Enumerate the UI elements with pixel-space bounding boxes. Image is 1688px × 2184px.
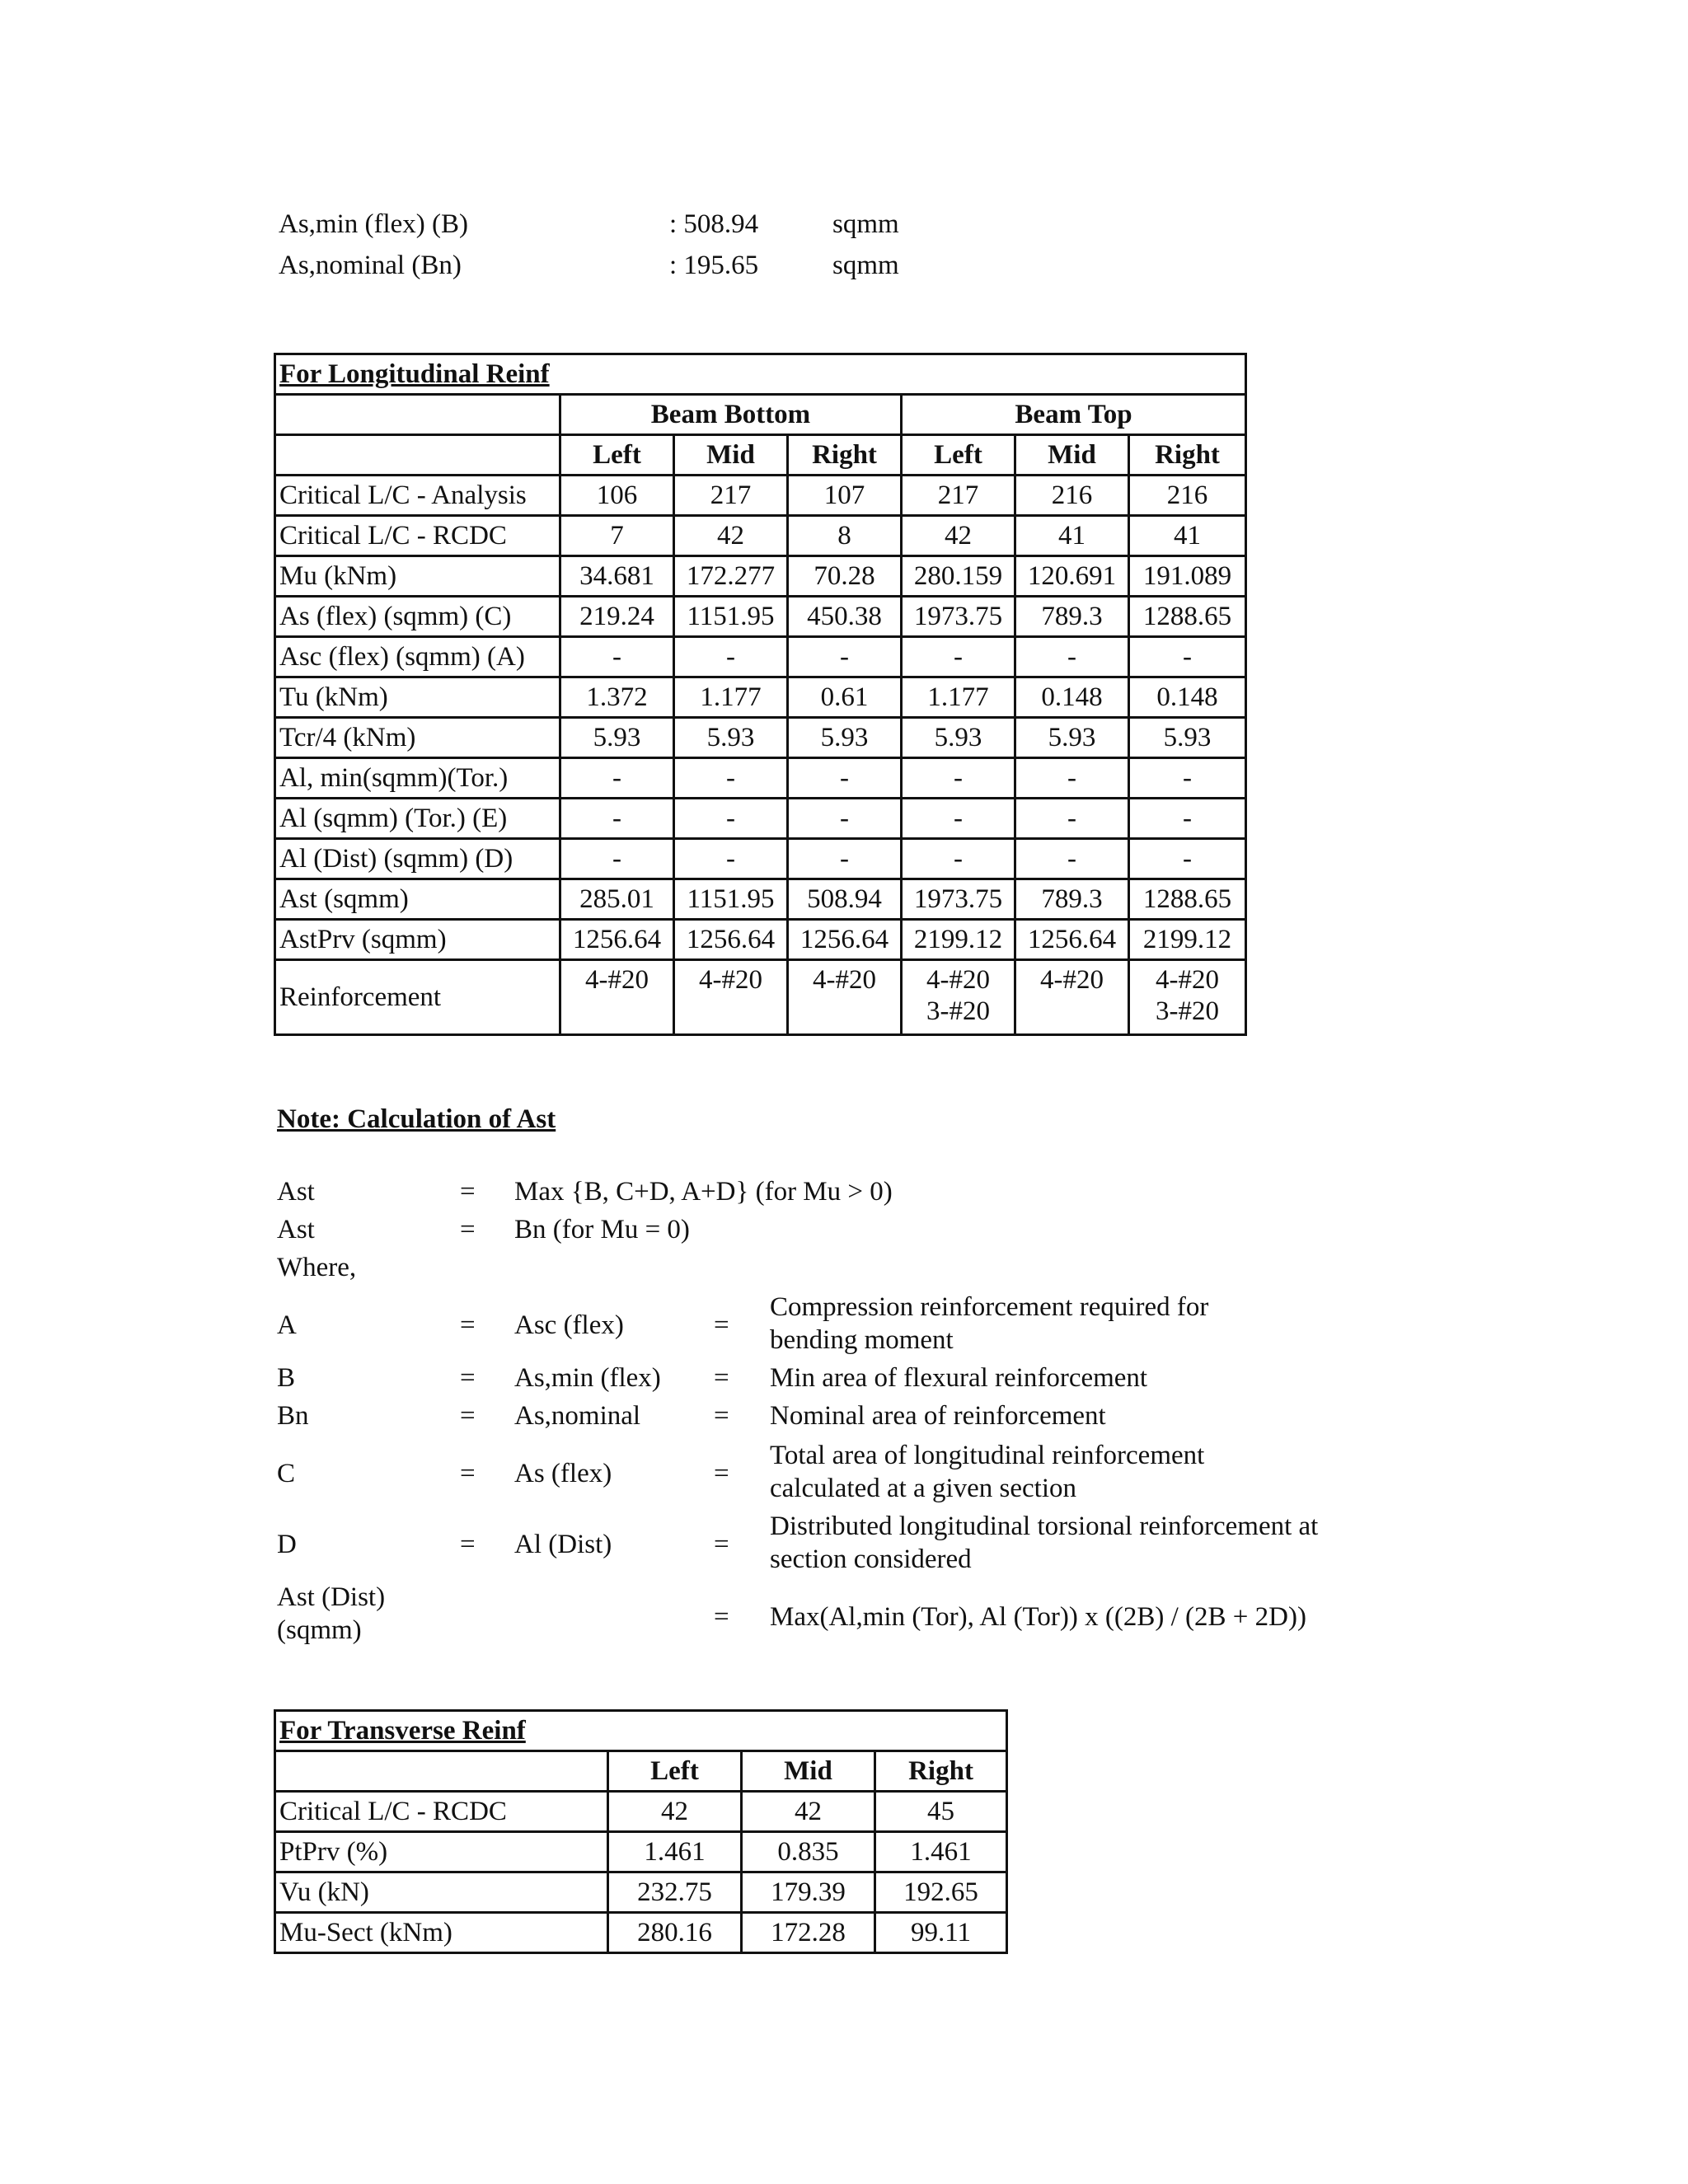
param-label-asmin: As,min (flex) (B) [279, 209, 469, 239]
def-term: As (flex) [514, 1459, 612, 1488]
table-cell: 5.93 [560, 718, 674, 758]
table-cell: 1.372 [560, 677, 674, 718]
table-cell: 70.28 [788, 556, 902, 597]
def-equals: = [460, 1363, 476, 1393]
table-cell: - [1015, 839, 1129, 879]
table-cell: - [1129, 637, 1246, 677]
table-row [275, 879, 1246, 920]
note-title: Note: Calculation of Ast [277, 1104, 556, 1134]
row-label: Vu (kN) [275, 1872, 608, 1913]
table-cell: 217 [674, 476, 788, 516]
table-cell: 7 [560, 516, 674, 556]
param-value-asmin: : 508.94 [669, 209, 759, 239]
row-label: Asc (flex) (sqmm) (A) [275, 637, 560, 677]
table-cell: 41 [1129, 516, 1246, 556]
row-label: PtPrv (%) [275, 1832, 608, 1872]
table-cell: 0.148 [1015, 677, 1129, 718]
def-symbol: B [277, 1363, 296, 1393]
def-symbol: Bn [277, 1401, 309, 1431]
table-row [275, 1913, 1007, 1953]
table-row [275, 960, 1246, 1035]
column-header: Mid [1015, 435, 1129, 476]
table-cell: 1256.64 [788, 920, 902, 960]
table-cell: - [902, 799, 1015, 839]
table-cell: 1256.64 [560, 920, 674, 960]
table-cell: 107 [788, 476, 902, 516]
ast-dist-formula: Max(Al,min (Tor), Al (Tor)) x ((2B) / (2B + 2D)) [770, 1602, 1306, 1632]
table-cell: 450.38 [788, 597, 902, 637]
row-label: Tu (kNm) [275, 677, 560, 718]
table-cell: 280.159 [902, 556, 1015, 597]
table-cell: - [674, 758, 788, 799]
row-label: Critical L/C - RCDC [275, 1792, 608, 1832]
param-value-asnominal: : 195.65 [669, 251, 759, 280]
table-cell: 5.93 [1015, 718, 1129, 758]
row-label: Reinforcement [275, 960, 560, 1035]
table-cell: 789.3 [1015, 879, 1129, 920]
table-cell: 1.177 [674, 677, 788, 718]
table-cell: 42 [674, 516, 788, 556]
table-cell: 0.148 [1129, 677, 1246, 718]
group-header-beam-top: Beam Top [902, 395, 1246, 435]
table-row [275, 839, 1246, 879]
table-cell: 219.24 [560, 597, 674, 637]
table-cell: 4-#20 3-#20 [1129, 960, 1246, 1035]
table-row [275, 758, 1246, 799]
table-row [275, 516, 1246, 556]
table-cell: 1.461 [608, 1832, 742, 1872]
table-cell: - [902, 758, 1015, 799]
table-cell: 4-#20 [674, 960, 788, 1035]
def-description: Nominal area of reinforcement [770, 1401, 1106, 1431]
table-cell: - [902, 637, 1015, 677]
table-cell: - [788, 758, 902, 799]
param-unit-asnominal: sqmm [832, 251, 899, 280]
table-cell: - [560, 839, 674, 879]
eq2-rhs: Bn (for Mu = 0) [514, 1215, 690, 1244]
def-symbol: C [277, 1459, 296, 1488]
table-cell: 34.681 [560, 556, 674, 597]
table-cell: - [788, 839, 902, 879]
table-cell: 216 [1129, 476, 1246, 516]
table-cell: - [1129, 758, 1246, 799]
eq1-rhs: Max {B, C+D, A+D} (for Mu > 0) [514, 1177, 893, 1207]
table-cell: - [1129, 839, 1246, 879]
table-cell: 4-#20 [560, 960, 674, 1035]
table-cell: 99.11 [875, 1913, 1007, 1953]
table-cell: 172.28 [742, 1913, 875, 1953]
def-equals: = [714, 1401, 729, 1431]
table-cell: - [1129, 799, 1246, 839]
def-description: Compression reinforcement required for bending moment [770, 1292, 1209, 1355]
def-symbol: D [277, 1530, 297, 1559]
table-cell: 1151.95 [674, 879, 788, 920]
table-cell: 42 [608, 1792, 742, 1832]
table-cell: - [1015, 637, 1129, 677]
def-equals: = [460, 1530, 476, 1559]
group-header-beam-bottom: Beam Bottom [560, 395, 902, 435]
table-cell: - [674, 839, 788, 879]
table-cell: 5.93 [1129, 718, 1246, 758]
table-row [275, 1792, 1007, 1832]
table-cell: 217 [902, 476, 1015, 516]
def-symbol: A [277, 1310, 297, 1340]
table-row [275, 718, 1246, 758]
table-cell: - [560, 637, 674, 677]
column-header: Right [788, 435, 902, 476]
table-row [275, 799, 1246, 839]
table-cell: 1288.65 [1129, 597, 1246, 637]
column-header: Left [902, 435, 1015, 476]
table-cell: 106 [560, 476, 674, 516]
table-cell: 285.01 [560, 879, 674, 920]
table-cell: 172.277 [674, 556, 788, 597]
column-header: Mid [674, 435, 788, 476]
column-header: Mid [742, 1751, 875, 1792]
table-row [275, 597, 1246, 637]
table-cell: 1288.65 [1129, 879, 1246, 920]
table-cell: 232.75 [608, 1872, 742, 1913]
row-label: Al (sqmm) (Tor.) (E) [275, 799, 560, 839]
def-equals: = [714, 1363, 729, 1393]
def-equals: = [460, 1310, 476, 1340]
table-cell: 5.93 [788, 718, 902, 758]
row-label: AstPrv (sqmm) [275, 920, 560, 960]
where-label: Where, [277, 1253, 357, 1282]
def-equals: = [714, 1459, 729, 1488]
longitudinal-reinf-table [274, 353, 1247, 1036]
table-cell: 508.94 [788, 879, 902, 920]
eq2-lhs: Ast [277, 1215, 315, 1244]
table-cell: - [1015, 799, 1129, 839]
def-equals: = [714, 1310, 729, 1340]
table-cell: 1973.75 [902, 597, 1015, 637]
param-unit-asmin: sqmm [832, 209, 899, 239]
table-cell: 2199.12 [902, 920, 1015, 960]
table-cell: 42 [742, 1792, 875, 1832]
table-cell: 4-#20 [788, 960, 902, 1035]
ast-dist-symbol: Ast (Dist) (sqmm) [277, 1582, 386, 1645]
table-cell: 0.61 [788, 677, 902, 718]
column-header: Right [875, 1751, 1007, 1792]
row-label: Mu-Sect (kNm) [275, 1913, 608, 1953]
eq2-equals: = [460, 1215, 476, 1244]
table-cell: - [1015, 758, 1129, 799]
table-cell: 1.177 [902, 677, 1015, 718]
transverse-reinf-table [274, 1709, 1008, 1954]
table-row [275, 1832, 1007, 1872]
table-title: For Transverse Reinf [279, 1716, 526, 1746]
table-cell: 45 [875, 1792, 1007, 1832]
column-header: Left [608, 1751, 742, 1792]
table-cell: - [788, 637, 902, 677]
row-label: Ast (sqmm) [275, 879, 560, 920]
table-row [275, 1872, 1007, 1913]
def-term: Al (Dist) [514, 1530, 612, 1559]
table-cell: 120.691 [1015, 556, 1129, 597]
table-cell: 42 [902, 516, 1015, 556]
column-header: Right [1129, 435, 1246, 476]
def-term: As,nominal [514, 1401, 641, 1431]
def-equals: = [714, 1530, 729, 1559]
eq1-equals: = [460, 1177, 476, 1207]
table-cell: 1.461 [875, 1832, 1007, 1872]
def-term: Asc (flex) [514, 1310, 624, 1340]
table-cell: 8 [788, 516, 902, 556]
table-cell: - [674, 637, 788, 677]
def-equals: = [460, 1459, 476, 1488]
table-cell: 1256.64 [674, 920, 788, 960]
table-row [275, 556, 1246, 597]
table-cell: - [674, 799, 788, 839]
table-cell: 41 [1015, 516, 1129, 556]
row-label: Tcr/4 (kNm) [275, 718, 560, 758]
table-cell: 1973.75 [902, 879, 1015, 920]
row-label: Critical L/C - Analysis [275, 476, 560, 516]
table-cell: - [560, 799, 674, 839]
table-row [275, 677, 1246, 718]
table-cell: 192.65 [875, 1872, 1007, 1913]
column-header: Left [560, 435, 674, 476]
def-equals: = [460, 1401, 476, 1431]
table-cell: 216 [1015, 476, 1129, 516]
table-cell: 191.089 [1129, 556, 1246, 597]
table-cell: 789.3 [1015, 597, 1129, 637]
row-label: Al (Dist) (sqmm) (D) [275, 839, 560, 879]
table-cell: 5.93 [674, 718, 788, 758]
param-label-asnominal: As,nominal (Bn) [279, 251, 462, 280]
table-cell: - [902, 839, 1015, 879]
row-label: As (flex) (sqmm) (C) [275, 597, 560, 637]
table-title: For Longitudinal Reinf [279, 359, 550, 389]
table-row [275, 920, 1246, 960]
def-description: Distributed longitudinal torsional reinforcement at section considered [770, 1511, 1319, 1574]
table-cell: 4-#20 [1015, 960, 1129, 1035]
table-cell: 1151.95 [674, 597, 788, 637]
table-cell: 280.16 [608, 1913, 742, 1953]
table-cell: 0.835 [742, 1832, 875, 1872]
ast-dist-equals: = [714, 1602, 729, 1632]
table-cell: 5.93 [902, 718, 1015, 758]
def-description: Min area of flexural reinforcement [770, 1363, 1148, 1393]
row-label: Al, min(sqmm)(Tor.) [275, 758, 560, 799]
table-cell: - [560, 758, 674, 799]
table-cell: 1256.64 [1015, 920, 1129, 960]
table-cell: 179.39 [742, 1872, 875, 1913]
table-cell: 4-#20 3-#20 [902, 960, 1015, 1035]
table-row [275, 637, 1246, 677]
table-cell: - [788, 799, 902, 839]
eq1-lhs: Ast [277, 1177, 315, 1207]
def-term: As,min (flex) [514, 1363, 661, 1393]
row-label: Critical L/C - RCDC [275, 516, 560, 556]
table-row [275, 476, 1246, 516]
row-label: Mu (kNm) [275, 556, 560, 597]
def-description: Total area of longitudinal reinforcement calculated at a given section [770, 1441, 1205, 1503]
table-cell: 2199.12 [1129, 920, 1246, 960]
